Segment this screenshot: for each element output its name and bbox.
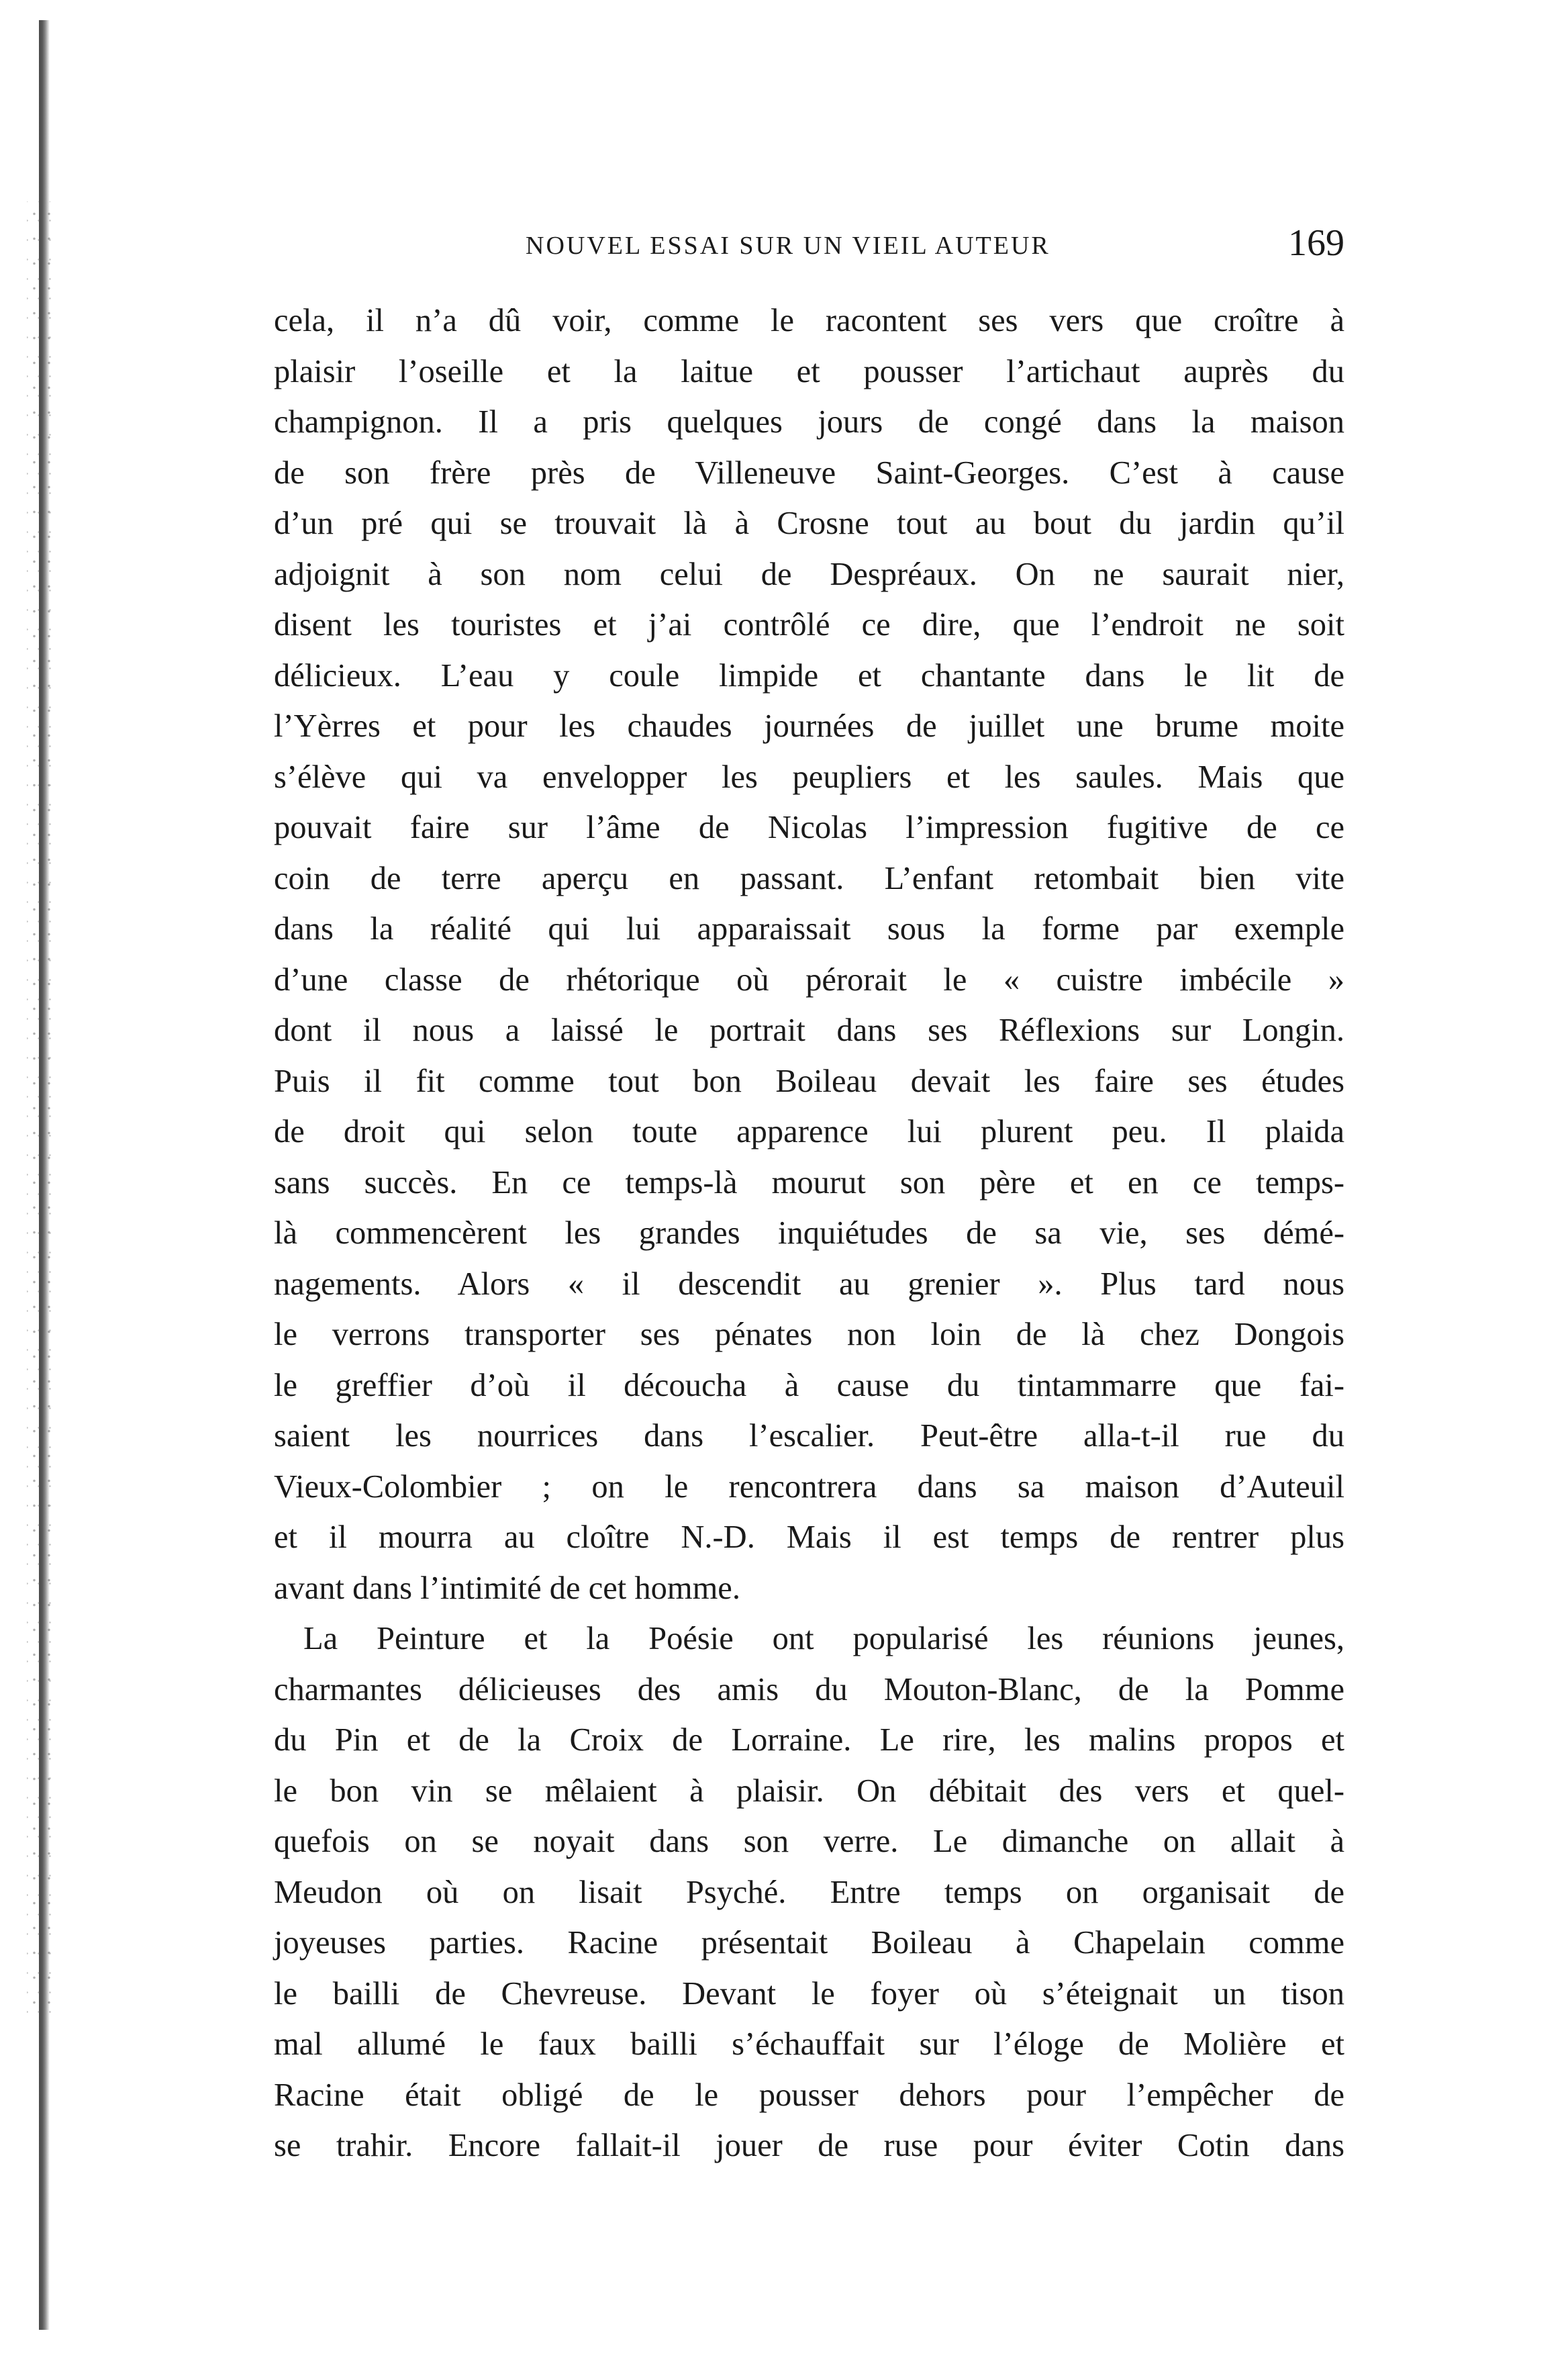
text-line: dont il nous a laissé le portrait dans ses Réflexions sur Longin. [274,1013,1344,1048]
paragraph-start-line: La Peinture et la Poésie ont popularisé les réunions jeunes, [303,1621,1344,1656]
text-line: pouvait faire sur l’âme de Nicolas l’impression fugitive de ce [274,810,1344,845]
text-line: le bailli de Chevreuse. Devant le foyer où s’éteignait un tison [274,1975,1344,2012]
text-line: du Pin et de la Croix de Lorraine. Le rire, les malins propos et [274,1722,1344,1758]
text-line: joyeuses parties. Racine présentait Boileau à Chapelain comme [274,1925,1344,1961]
page-header [274,222,1344,269]
text-line: et il mourra au cloître N.-D. Mais il est temps de rentrer plus [274,1519,1344,1555]
page-number: 169 [1288,222,1344,264]
text-line: le verrons transporter ses pénates non loin de là chez Dongois [274,1317,1344,1352]
text-line: champignon. Il a pris quelques jours de congé dans la maison [274,404,1344,440]
body-text [274,295,1344,2171]
text-line: cela, il n’a dû voir, comme le racontent ses vers que croître à [274,303,1344,338]
text-line: nagements. Alors « il descendit au grenier ». Plus tard nous [274,1266,1344,1302]
text-line: de son frère près de Villeneuve Saint-Georges. C’est à cause [274,455,1344,491]
text-line: de droit qui selon toute apparence lui plurent peu. Il plaida [274,1114,1344,1149]
text-line: le bon vin se mêlaient à plaisir. On débitait des vers et quel- [274,1773,1344,1809]
text-line: Meudon où on lisait Psyché. Entre temps on organisait de [274,1874,1344,1910]
text-line: se trahir. Encore fallait-il jouer de ruse pour éviter Cotin dans [274,2128,1344,2163]
text-line: d’un pré qui se trouvait là à Crosne tout au bout du jardin qu’il [274,506,1344,541]
text-line: là commencèrent les grandes inquiétudes de sa vie, ses démé- [274,1215,1344,1251]
text-line: d’une classe de rhétorique où pérorait le « cuistre imbécile » [274,961,1344,998]
text-line: dans la réalité qui lui apparaissait sous la forme par exemple [274,911,1344,947]
text-line: coin de terre aperçu en passant. L’enfant retombait bien vite [274,860,1344,896]
text-line: Racine était obligé de le pousser dehors pour l’empêcher de [274,2077,1344,2113]
text-line: s’élève qui va envelopper les peupliers et les saules. Mais que [274,759,1344,795]
text-line: sans succès. En ce temps-là mourut son père et en ce temps- [274,1164,1344,1200]
text-line: quefois on se noyait dans son verre. Le dimanche on allait à [274,1824,1344,1859]
paragraph-end-line: avant dans l’intimité de cet homme. [274,1570,740,1606]
running-head: NOUVEL ESSAI SUR UN VIEIL AUTEUR [526,232,1050,260]
text-line: disent les touristes et j’ai contrôlé ce dire, que l’endroit ne soit [274,607,1344,643]
text-line: l’Yèrres et pour les chaudes journées de juillet une brume moite [274,708,1344,744]
binding-speckle [27,201,54,2014]
text-line: délicieux. L’eau y coule limpide et chantante dans le lit de [274,657,1344,694]
text-line: charmantes délicieuses des amis du Mouton-Blanc, de la Pomme [274,1671,1344,1707]
text-line: le greffier d’où il découcha à cause du tintammarre que fai- [274,1367,1344,1403]
text-line: adjoignit à son nom celui de Despréaux. On ne saurait nier, [274,556,1344,592]
text-line: Puis il fit comme tout bon Boileau devait les faire ses études [274,1063,1344,1099]
text-line: saient les nourrices dans l’escalier. Peut-être alla-t-il rue du [274,1418,1344,1454]
text-line: Vieux-Colombier ; on le rencontrera dans sa maison d’Auteuil [274,1468,1344,1505]
text-line: mal allumé le faux bailli s’échauffait sur l’éloge de Molière et [274,2026,1344,2062]
text-line: plaisir l’oseille et la laitue et pousser l’artichaut auprès du [274,353,1344,389]
